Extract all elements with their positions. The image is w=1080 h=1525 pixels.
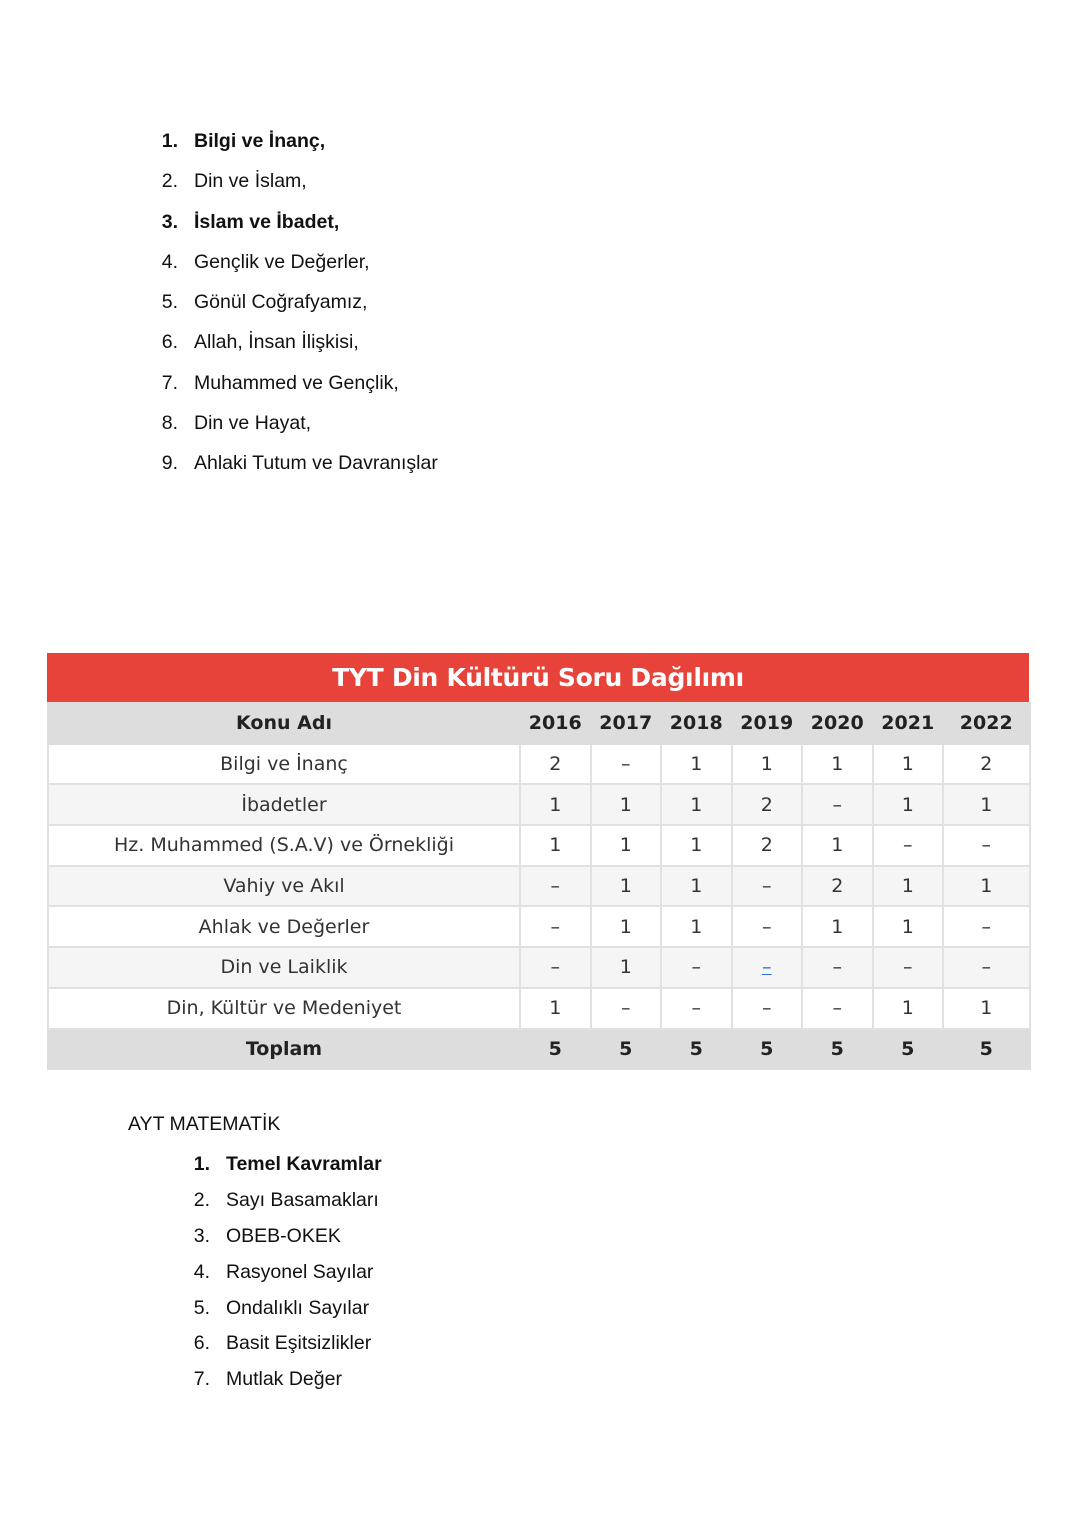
- list-item-number: 2.: [193, 1188, 210, 1211]
- list-item-label: Temel Kavramlar: [226, 1153, 382, 1175]
- section-heading: AYT MATEMATİK: [128, 1113, 281, 1135]
- dash-link[interactable]: –: [762, 956, 772, 979]
- list-item: [160, 207, 438, 247]
- total-cell: 5: [520, 1029, 591, 1070]
- value-cell-link[interactable]: [732, 947, 803, 988]
- total-cell: 5: [591, 1029, 662, 1070]
- value-cell: 1: [661, 906, 732, 947]
- list-item: [194, 1294, 382, 1330]
- list-item-number: 6.: [193, 1332, 210, 1355]
- list-item-number: 3.: [161, 210, 178, 233]
- list-item-label: Sayı Basamakları: [226, 1188, 379, 1211]
- value-cell: –: [661, 988, 732, 1029]
- math-topic-list: [194, 1150, 382, 1401]
- value-cell: 1: [873, 866, 944, 907]
- value-cell: –: [802, 988, 873, 1029]
- total-cell: 5: [661, 1029, 732, 1070]
- value-cell: 1: [802, 906, 873, 947]
- table-row: [48, 866, 1030, 907]
- list-item: [160, 448, 438, 488]
- total-cell: 5: [943, 1029, 1030, 1070]
- distribution-grid: [47, 702, 1031, 1070]
- list-item-label: İslam ve İbadet,: [194, 210, 340, 233]
- value-cell: –: [732, 906, 803, 947]
- topic-cell: Vahiy ve Akıl: [48, 866, 520, 907]
- value-cell: –: [520, 866, 591, 907]
- topic-cell: Bilgi ve İnanç: [48, 744, 520, 785]
- total-label: Toplam: [48, 1029, 520, 1070]
- value-cell: 1: [802, 744, 873, 785]
- value-cell: –: [591, 988, 662, 1029]
- value-cell: –: [732, 866, 803, 907]
- value-cell: 1: [732, 744, 803, 785]
- value-cell: 1: [520, 825, 591, 866]
- column-header-year: 2017: [591, 703, 662, 744]
- table-row: [48, 988, 1030, 1029]
- value-cell: 1: [520, 988, 591, 1029]
- list-item: [160, 247, 438, 287]
- value-cell: –: [943, 947, 1030, 988]
- value-cell: 2: [732, 825, 803, 866]
- total-cell: 5: [732, 1029, 803, 1070]
- value-cell: –: [802, 947, 873, 988]
- list-item: [160, 287, 438, 327]
- value-cell: 1: [873, 744, 944, 785]
- list-item: [160, 327, 438, 367]
- value-cell: –: [873, 947, 944, 988]
- value-cell: 1: [873, 784, 944, 825]
- list-item: [160, 126, 438, 166]
- table-row: [48, 906, 1030, 947]
- list-item-label: Din ve İslam,: [194, 170, 307, 193]
- value-cell: 1: [591, 947, 662, 988]
- list-item-number: 9.: [161, 452, 178, 475]
- list-item: [194, 1258, 382, 1294]
- value-cell: 1: [661, 866, 732, 907]
- total-row: [48, 1029, 1030, 1070]
- list-item-number: 4.: [193, 1260, 210, 1283]
- value-cell: 1: [591, 866, 662, 907]
- column-header-year: 2022: [943, 703, 1030, 744]
- list-item-label: Allah, İnsan İlişkisi,: [194, 331, 359, 354]
- value-cell: –: [802, 784, 873, 825]
- list-item-label: OBEB-OKEK: [226, 1224, 341, 1247]
- list-item-number: 7.: [161, 371, 178, 394]
- total-cell: 5: [873, 1029, 944, 1070]
- topic-cell: Din, Kültür ve Medeniyet: [48, 988, 520, 1029]
- list-item-number: 5.: [161, 291, 178, 314]
- value-cell: 1: [943, 866, 1030, 907]
- value-cell: 2: [732, 784, 803, 825]
- list-item-label: Din ve Hayat,: [194, 412, 312, 435]
- list-item-number: 4.: [161, 250, 178, 273]
- column-header-year: 2019: [732, 703, 803, 744]
- list-item-number: 1.: [161, 130, 178, 152]
- list-item-number: 7.: [193, 1368, 210, 1391]
- list-item: [194, 1222, 382, 1258]
- value-cell: 1: [591, 825, 662, 866]
- list-item-number: 2.: [161, 170, 178, 193]
- column-header-year: 2018: [661, 703, 732, 744]
- value-cell: –: [943, 825, 1030, 866]
- value-cell: 1: [873, 906, 944, 947]
- value-cell: 1: [943, 988, 1030, 1029]
- value-cell: –: [520, 947, 591, 988]
- topic-cell: Din ve Laiklik: [48, 947, 520, 988]
- list-item-number: 8.: [161, 412, 178, 435]
- value-cell: –: [732, 988, 803, 1029]
- column-header-year: 2020: [802, 703, 873, 744]
- column-header-topic: Konu Adı: [48, 703, 520, 744]
- list-item: [160, 368, 438, 408]
- value-cell: –: [661, 947, 732, 988]
- table-row: [48, 744, 1030, 785]
- total-cell: 5: [802, 1029, 873, 1070]
- value-cell: –: [591, 744, 662, 785]
- list-item-label: Ahlaki Tutum ve Davranışlar: [194, 452, 438, 475]
- column-header-year: 2021: [873, 703, 944, 744]
- value-cell: 2: [943, 744, 1030, 785]
- list-item-label: Gençlik ve Değerler,: [194, 250, 370, 273]
- list-item-number: 1.: [193, 1153, 210, 1175]
- value-cell: 1: [661, 744, 732, 785]
- list-item: [160, 166, 438, 206]
- table-row: [48, 784, 1030, 825]
- column-header-year: 2016: [520, 703, 591, 744]
- value-cell: 1: [873, 988, 944, 1029]
- value-cell: 1: [802, 825, 873, 866]
- list-item-label: Muhammed ve Gençlik,: [194, 371, 399, 394]
- value-cell: 1: [591, 784, 662, 825]
- value-cell: –: [520, 906, 591, 947]
- list-item-label: Ondalıklı Sayılar: [226, 1296, 370, 1319]
- list-item-number: 5.: [193, 1296, 210, 1319]
- list-item-label: Basit Eşitsizlikler: [226, 1332, 372, 1355]
- din-topic-list: [160, 126, 438, 489]
- topic-cell: Hz. Muhammed (S.A.V) ve Örnekliği: [48, 825, 520, 866]
- topic-cell: İbadetler: [48, 784, 520, 825]
- value-cell: 1: [943, 784, 1030, 825]
- value-cell: –: [943, 906, 1030, 947]
- list-item: [160, 408, 438, 448]
- list-item-label: Mutlak Değer: [226, 1368, 342, 1391]
- value-cell: –: [873, 825, 944, 866]
- list-item-number: 3.: [193, 1224, 210, 1247]
- list-item: [194, 1150, 382, 1186]
- list-item-label: Gönül Coğrafyamız,: [194, 291, 368, 314]
- table-row: [48, 947, 1030, 988]
- question-distribution-table: [47, 653, 1029, 1070]
- topic-cell: Ahlak ve Değerler: [48, 906, 520, 947]
- list-item: [194, 1329, 382, 1365]
- list-item-label: Rasyonel Sayılar: [226, 1260, 374, 1283]
- table-header-row: [48, 703, 1030, 744]
- list-item-number: 6.: [161, 331, 178, 354]
- value-cell: 1: [591, 906, 662, 947]
- table-row: [48, 825, 1030, 866]
- list-item: [194, 1365, 382, 1401]
- value-cell: 2: [802, 866, 873, 907]
- value-cell: 1: [661, 825, 732, 866]
- list-item: [194, 1186, 382, 1222]
- value-cell: 2: [520, 744, 591, 785]
- table-title: TYT Din Kültürü Soru Dağılımı: [47, 653, 1029, 702]
- value-cell: 1: [661, 784, 732, 825]
- list-item-label: Bilgi ve İnanç,: [194, 130, 326, 152]
- value-cell: 1: [520, 784, 591, 825]
